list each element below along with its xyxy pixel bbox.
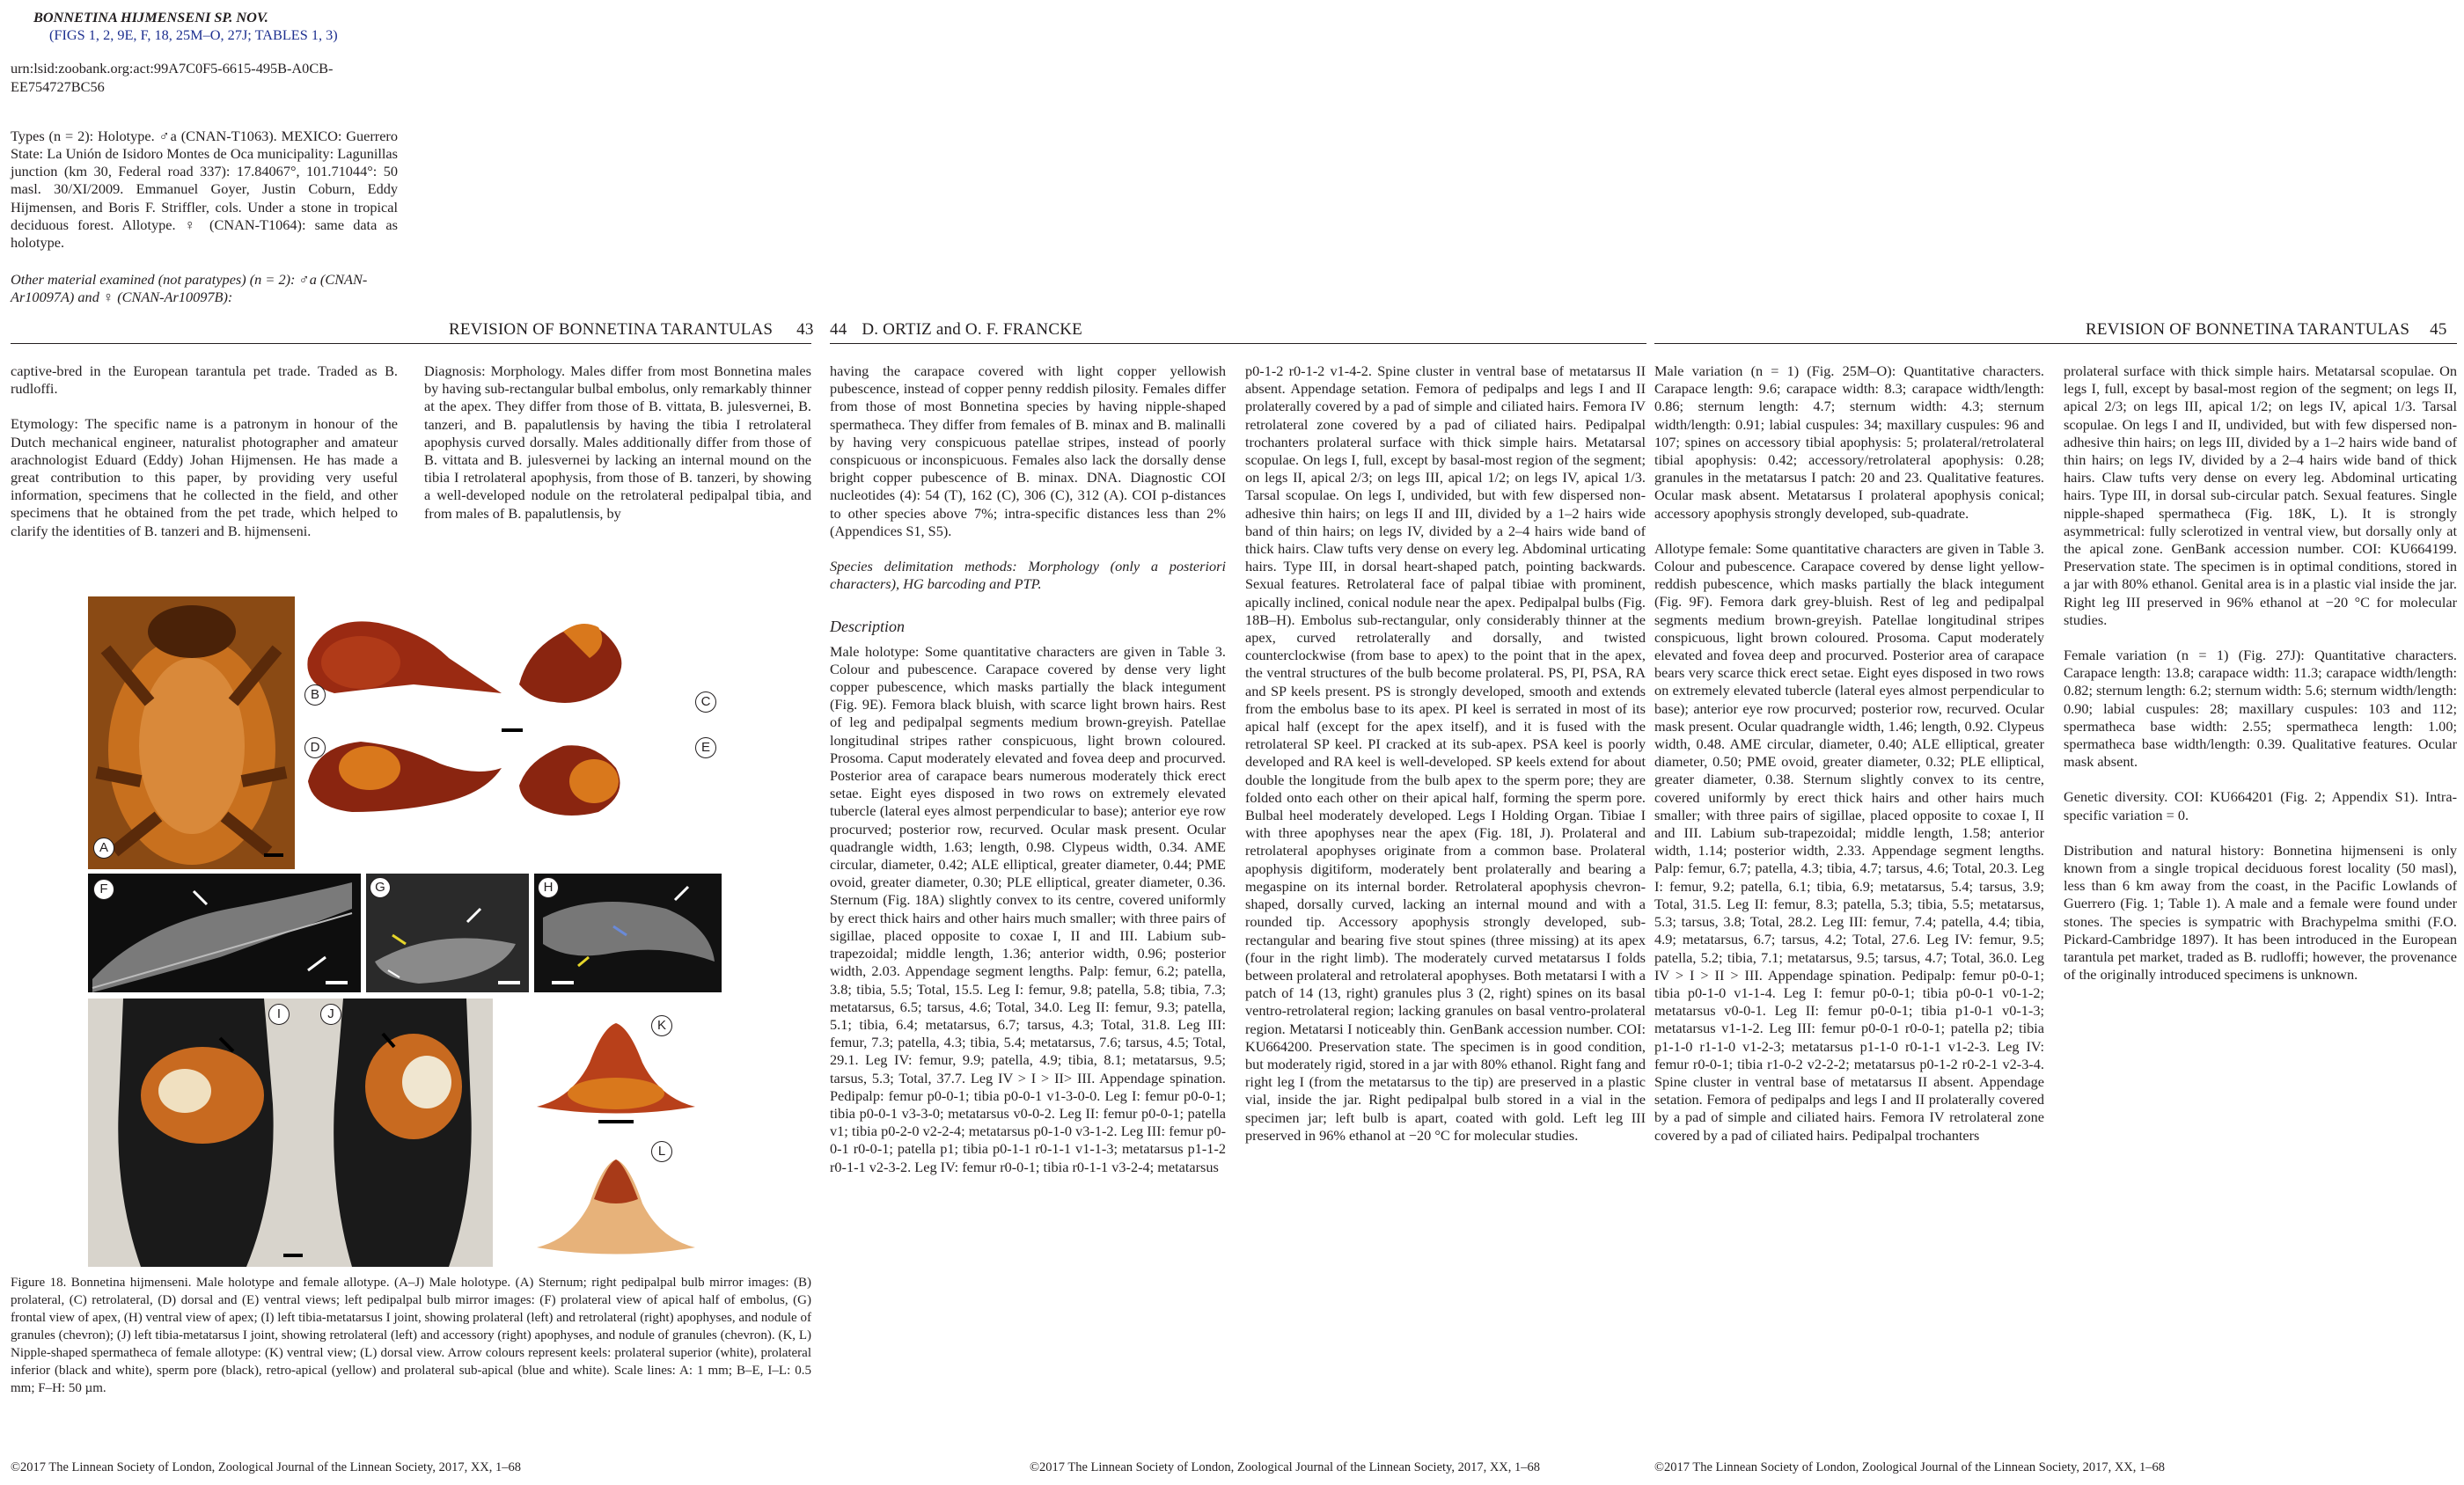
running-head-middle xyxy=(830,320,1082,340)
right-column-1 xyxy=(1654,362,2044,1145)
footer-middle: ©2017 The Linnean Society of London, Zoological Journal of the Linnean Society, 2017, XX, 1–68 xyxy=(1030,1460,1541,1474)
female-variation-paragraph: Female variation (n = 1) (Fig. 27J): Quantitative characters. Carapace length: 13.8; carapace width: 11.3; carapace width/length: 0.82; sternum length: 6.2; sternum width: 5.6; sternum width/length: 0.90; labial cuspules: 28; maxillary cuspules: 103 and 112; spermatheca base width: 2.55; spermatheca length: 1.00; spermatheca base width/length: 0.39. Qualitative features. Ocular mask absent. xyxy=(2064,647,2457,771)
scale-bar-a xyxy=(264,853,283,857)
genetic-diversity-paragraph: Genetic diversity. COI: KU664201 (Fig. 2; Appendix S1). Intra-specific variation = 0. xyxy=(2064,788,2457,823)
left-column-2 xyxy=(424,362,811,523)
figures-reference-link[interactable]: (FIGS 1, 2, 9E, F, 18, 25M–O, 27J; TABLES 1, 3) xyxy=(49,26,338,44)
panel-label-d: D xyxy=(304,737,326,758)
page-number: 43 xyxy=(796,320,814,339)
page-44 xyxy=(814,0,1654,1485)
male-variation-paragraph: Male variation (n = 1) (Fig. 25M–O): Quantitative characters. Carapace length: 9.6; carapace width: 8.3; carapace width/length: 0.86; sternum length: 4.7; sternum width: 4.3; sternum width/length: 0.91; labial cuspules: 34; maxillary cuspules: 96 and 107; spines on accessory tibial apophysis: 5; prolateral/retrolateral tibial apophysis: 0.42; accessory/retrolateral apophysis: 0.28; granules in the metatarsus I patch: 20 and 23. Qualitative features. Ocular mask absent. Metatarsus I prolateral apophysis conical; accessory apophysis strongly developed, sub-quadrate. xyxy=(1654,362,2044,522)
panel-l-spermatheca xyxy=(519,1138,722,1265)
panel-g-sem xyxy=(366,874,529,992)
zoobank-lsid: urn:lsid:zoobank.org:act:99A7C0F5-6615-495B-A0CB-EE754727BC56 xyxy=(11,60,334,95)
panel-label-l: L xyxy=(651,1141,672,1162)
footer-right: ©2017 The Linnean Society of London, Zoological Journal of the Linnean Society, 2017, XX, 1–68 xyxy=(1654,1460,2166,1474)
scale-bar-i xyxy=(283,1254,303,1257)
figure-18-caption: Figure 18. Bonnetina hijmenseni. Male holotype and female allotype. (A–J) Male holotype. (A) Sternum; right pedipalpal bulb mirror images: (B) prolateral, (C) retrolateral, (D) dorsal and (E) ventral views; left pedipalpal bulb mirror images: (F) prolateral view of apical half of embolus, (G) frontal view of apex, (H) ventral view of apex; (I) left tibia-metatarsus I joint, showing prolateral (left) and retrolateral (right) apophyses, and nodule of granules (chevron); (J) left tibia-metatarsus I joint, showing retrolateral (left) and accessory (right) apophyses, and nodule of granules (chevron). (K, L) Nipple-shaped spermatheca of female allotype: (K) ventral view; (L) dorsal view. Arrow colours represent keels: prolateral superior (white), prolateral inferior (black and white), sperm pore (black), retro-apical (yellow) and prolateral sub-apical (blue and white). Scale lines: A: 1 mm; B–E, I–L: 0.5 mm; F–H: 50 µm. xyxy=(11,1276,811,1395)
panel-label-g: G xyxy=(370,877,391,898)
distribution-paragraph: Distribution and natural history: Bonnetina hijmenseni is only known from a single tropical deciduous forest locality (50 masl), less than 6 km away from the coast, in the Pacific Lowlands of Guerrero (Fig. 1; Table 1). A male and a female were found under stones. The species is sympatric with Brachypelma smithi (F.O. Pickard-Cambridge 1897). It has been introduced in the European tarantula pet market, traded as B. rudloffi; however, the provenance of the originally introduced specimens is unknown. xyxy=(2064,841,2457,984)
running-head-title: REVISION OF BONNETINA TARANTULAS xyxy=(449,320,774,339)
page-43 xyxy=(0,0,814,1485)
panel-label-e: E xyxy=(695,737,716,758)
running-head-title: REVISION OF BONNETINA TARANTULAS xyxy=(2086,320,2410,339)
panel-label-k: K xyxy=(651,1015,672,1036)
other-material-paragraph: Other material examined (not paratypes) (n = 2): ♂a (CNAN-Ar10097A) and ♀ (CNAN-Ar10097B): xyxy=(11,271,368,306)
page-number: 44 xyxy=(830,320,847,339)
figure-18 xyxy=(88,596,722,1269)
types-paragraph: Types (n = 2): Holotype. ♂a (CNAN-T1063). MEXICO: Guerrero State: La Unión de Isidoro Montes de Oca municipality: Lagunillas junction (km 30, Federal road 337): 17.84067°, 101.71044°: 50 masl. 30/XI/2009. Emmanuel Goyer, Justin Coburn, Eddy Hijmensen, and Boris F. Striffler, cols. Under a stone in tropical deciduous forest. Allotype. ♀ (CNAN-T1064): same data as holotype. xyxy=(11,127,398,252)
male-holotype-continued-paragraph: p0-1-2 r0-1-2 v1-4-2. Spine cluster in ventral base of metatarsus II absent. Appendage setation. Femora of pedipalps and legs I and II prolaterally covered by a pad of simple and ciliated hairs. Femora IV retrolateral zone covered by a pad of ciliated hairs. Pedipalpal trochanters prolateral surface with thick simple hairs. Metatarsal scopulae. On legs I, full, except by basal-most region of the segment; on legs II, apical 2/3; on legs III, apical 1/2; on legs IV, apical 1/3. Tarsal scopulae. On legs I, undivided, but with few dispersed non-adhesive thin hairs; on legs II and III, divided by a 1–2 hairs wide band of thin hairs; on legs IV, divided by a 2–4 hairs wide band of thick hairs. Claw tufts very dense on every leg. Abdominal urticating hairs. Type III, in dorsal heart-shaped patch, pointing backwards. Sexual features. Retrolateral face of palpal tibiae with prominent, apically inclined, conical nodule near the apex. Pedipalpal bulbs (Fig. 18B–H). Embolus sub-rectangular, only considerably thinner at the apex, curved retrolaterally and dorsally, and twisted counterclockwise (from base to apex) to the point that in the apex, the ventral structures of the bulb become prolateral. PS, PI, PSA, RA and SP keels present. PS is strongly developed, smooth and extends from the embolus base to its apex. PI keel is serrated in most of its apical half (except for the apex itself), and it is fused with the retrolateral SP keel. PI cracked at its sub-apex. PSA keel is poorly developed and RA keel is well-developed. SP keels extend for about double the longitude from the bulb apex to the sperm pore; they are folded onto each other on their apical half, forming the sperm pore. Bulbal heel moderately developed. Legs I Holding Organ. Tibiae I with three apophyses near the apex (Fig. 18I, J). Prolateral and retrolateral apophyses originate from a common base. Prolateral apophysis digitiform, moderately bent prolaterally and bearing a megaspine on its internal border. Retrolateral apophysis chevron-shaped, dorsally curved, lacking an internal mound and with a rounded tip. Accessory apophysis strongly developed, sub-rectangular and bearing five stout spines (three missing) at its apex (four in the right limb). The moderately curved metatarsus I folds between prolateral and retrolateral apophyses. Both metatarsi I with a patch of 14 (13, right) granules plus 3 (2, right) spines on its basal ventro-retrolateral region; lacking granules on basal ventro-prolateral region. Metatarsi I noticeably thin. GenBank accession number. COI: KU664200. Preservation state. The specimen is in good condition, but moderately rigid, stored in a jar with 80% ethanol. Right fang and right leg I (from the metatarsus to the tip) are preserved in a plastic vial, inside the jar. Right pedipalpal bulb stored in a vial in the specimen jar; left bulb is apart, coated with gold. Left leg III preserved in 96% ethanol at −20 °C for molecular studies. xyxy=(1245,362,1646,1144)
running-head-authors: D. ORTIZ and O. F. FRANCKE xyxy=(862,320,1082,339)
female-setation-paragraph: prolateral surface with thick simple hairs. Metatarsal scopulae. On legs I, full, except by basal-most region of the segment; on legs II, apical 2/3; on legs III, apical 1/2; on legs IV, apical 1/3. Tarsal scopulae. On legs I and II, undivided, but with few dispersed non-adhesive thin hairs; on legs III, divided by a 1–2 hairs wide band of thin hairs; on legs IV, divided by a 2–4 hairs wide band of thick hairs. Claw tufts very dense on every leg. Abdominal urticating hairs. Type III, in dorsal sub-circular patch. Sexual features. Single nipple-shaped spermatheca (Fig. 18K, L). It is strongly asymmetrical: fully sclerotized in ventral view, but dorsally only at the apical zone. GenBank accession number. COI: KU664199. Preservation state. The specimen is in optimal conditions, stored in a jar with 80% ethanol. Genital area is in a plastic vial inside the jar. Right leg III preserved in 96% ethanol at −20 °C for molecular studies. xyxy=(2064,362,2457,628)
panel-f-sem xyxy=(88,874,361,992)
diagnosis-continued-paragraph: having the carapace covered with light copper yellowish pubescence, instead of copper penny reddish pilosity. Females differ from those of most Bonnetina species by having nipple-shaped spermatheca. They differ from females of B. minax and B. malinalli by having very conspicuous patellae stripes, instead of poorly conspicuous or inconspicuous. Females also lack the dorsally dense bright copper pubescence of B. minax. DNA. Diagnostic COI nucleotides (4): 54 (T), 162 (C), 306 (C), 312 (A). COI p-distances to other species above 7%; intra-specific distances less than 2% (Appendices S1, S5). xyxy=(830,362,1226,539)
header-rule xyxy=(1654,343,2457,344)
middle-column-2 xyxy=(1245,362,1646,1145)
panel-label-h: H xyxy=(538,877,559,898)
panel-j-photo xyxy=(317,999,493,1267)
etymology-paragraph: Etymology: The specific name is a patronym in honour of the Dutch mechanical engineer, naturalist photographer and amateur arachnologist Eduard (Eddy) Johan Hijmensen. He has made a great contribution to this paper, by providing very useful information, specimens that he collected in the field, and other specimens that he obtained from the pet trade, which helped to clarify the identities of B. tanzeri and B. hijmenseni. xyxy=(11,415,398,539)
left-column-1 xyxy=(11,362,398,540)
panel-label-j: J xyxy=(320,1004,341,1025)
species-title: BONNETINA HIJMENSENI SP. NOV. xyxy=(33,9,268,26)
page-number: 45 xyxy=(2430,320,2447,339)
panels-b-e-bulbs xyxy=(299,596,722,869)
footer-left: ©2017 The Linnean Society of London, Zoological Journal of the Linnean Society, 2017, XX, 1–68 xyxy=(11,1460,522,1474)
header-rule xyxy=(11,343,811,344)
right-column-2 xyxy=(2064,362,2457,984)
panel-h-sem xyxy=(534,874,722,992)
panel-label-a: A xyxy=(93,838,114,859)
traded-paragraph: captive-bred in the European tarantula pet trade. Traded as B. rudloffi. xyxy=(11,362,398,398)
male-holotype-paragraph: Male holotype: Some quantitative characters are given in Table 3. Colour and pubescence. Carapace covered by dense very light copper pubescence, which masks partially the black integument (Fig. 9E). Femora black bluish, with scarce light brown hairs. Rest of leg and pedipalpal segments medium brown-greyish. Patellae longitudinal stripes rather conspicuous, light brown coloured. Prosoma. Caput moderately elevated and fovea deep and procurved. Posterior area of carapace bears numerous moderately thick erect setae. Eight eyes disposed in two rows on extremely elevated tubercle (lateral eyes almost perpendicular to base); anterior eye row procurved; posterior row, recurved. Ocular mask present. Ocular quadrangle width, 1.63; length, 0.98. Clypeus width, 0.34. AME circular, diameter, 0.42; ALE elliptical, greater diameter, 0.44; PME ovoid, greater diameter, 0.30; PLE elliptical, greater diameter, 0.36. Sternum (Fig. 18A) slightly convex to its centre, covered uniformly by erect thick hairs and other hairs much smaller; with three pairs of sigillae, placed opposite to coxae I, II and III. Labium sub-trapezoidal; middle length, 1.36; anterior width, 0.96; posterior width, 2.03. Appendage segment lengths. Palp: femur, 6.2; patella, 3.8; tibia, 5.5; Total, 15.5. Leg I: femur, 9.8; patella, 5.8; tibia, 7.3; metatarsus, 6.5; tarsus, 4.6; Total, 34.0. Leg II: femur, 9.3; patella, 5.1; tibia, 6.4; metatarsus, 6.7; tarsus, 4.3; Total, 31.8. Leg III: femur, 7.3; patella, 4.3; tibia, 5.4; metatarsus, 7.6; tarsus, 4.5; Total, 29.1. Leg IV: femur, 9.9; patella, 4.9; tibia, 8.1; metatarsus, 9.5; tarsus, 5.3; Total, 37.7. Leg IV > I > II> III. Appendage spination. Pedipalp: femur p0-0-1; tibia p0-0-1 v1-3-0-0. Leg I: femur p0-0-1; tibia p0-0-1 v3-3-0; metatarsus v0-0-2. Leg II: femur p0-0-1; patella v1; tibia p0-2-0 v2-2-4; metatarsus p0-1-0 v3-1-2. Leg III: femur p0-0-1 r0-0-1; patella p1; tibia p0-1-1 r0-1-1 v1-1-3; metatarsus p1-1-2 r0-1-1 v2-3-2. Leg IV: femur r0-0-1; tibia r0-1-1 v3-2-4; metatarsus xyxy=(830,642,1226,1175)
panel-k-spermatheca xyxy=(519,1010,722,1124)
middle-column-1 xyxy=(830,362,1226,1176)
description-heading: Description xyxy=(830,618,905,636)
species-delimitation-paragraph: Species delimitation methods: Morphology (only a posteriori characters), HG barcoding and PTP. xyxy=(830,558,1226,593)
header-rule xyxy=(830,343,1646,344)
panel-i-photo xyxy=(88,999,317,1267)
allotype-female-paragraph: Allotype female: Some quantitative characters are given in Table 3. Colour and pubescence. Carapace covered by dense light yellow-reddish pubescence, which masks partially the black integument (Fig. 9F). Femora dark grey-bluish. Rest of leg and pedipalpal segments medium brown-greyish. Patellae longitudinal stripes conspicuous, light brown coloured. Prosoma. Caput moderately elevated and fovea deep and procurved. Posterior area of carapace bears very scarce thick erect setae. Eight eyes disposed in two rows on extremely elevated tubercle (lateral eyes almost perpendicular to base); anterior eye row procurved; posterior row, recurved. Ocular mask present. Ocular quadrangle width, 1.46; length, 0.92. Clypeus width, 0.48. AME circular, diameter, 0.40; ALE elliptical, greater diameter, 0.50; PME ovoid, greater diameter, 0.32; PLE elliptical, greater diameter, 0.38. Sternum slightly convex to its centre, covered uniformly by erect thick hairs and other hairs much smaller; with three pairs of sigillae, placed opposite to coxae I, II and III. Labium sub-trapezoidal; middle length, 1.58; anterior width, 1.14; posterior width, 2.33. Appendage segment lengths. Palp: femur, 6.7; patella, 4.3; tibia, 4.7; tarsus, 4.6; Total, 20.3. Leg I: femur, 9.2; patella, 6.1; tibia, 6.9; metatarsus, 5.4; tarsus, 3.9; Total, 31.5. Leg II: femur, 8.3; patella, 5.3; tibia, 5.5; metatarsus, 5.3; tarsus, 3.8; Total, 28.2. Leg III: femur, 7.4; patella, 4.4; tibia, 4.9; metatarsus, 6.7; tarsus, 4.2; Total, 27.6. Leg IV: femur, 9.5; patella, 5.2; tibia, 7.1; metatarsus, 9.5; tarsus, 4.7; Total, 36.0. Leg IV > I > II > III. Appendage spination. Pedipalp: femur p0-0-1; tibia p0-1-0 v1-1-4. Leg I: femur p0-0-1; tibia p0-0-1 v0-1-2; metatarsus v0-0-1. Leg II: femur p0-0-1; tibia p1-0-1 v0-1-3; metatarsus v1-1-2. Leg III: femur p0-0-1 r0-0-1; patella p2; tibia p1-1-0 r1-1-0 v1-2-3; metatarsus p1-1-0 r0-1-1 v1-2-3. Leg IV: femur r0-0-1; tibia r1-0-2 v2-2-2; metatarsus p0-1-2 r0-2-1 v2-3-4. Spine cluster in ventral base of metatarsus II absent. Appendage setation. Femora of pedipalps and legs I and II prolaterally covered by a pad of simple and ciliated hairs. Femora IV retrolateral zone covered by a pad of ciliated hairs. Pedipalpal trochanters xyxy=(1654,539,2044,1144)
running-head-left xyxy=(449,320,814,340)
panel-label-c: C xyxy=(695,691,716,713)
panel-a-sternum-photo xyxy=(88,596,295,869)
panel-label-f: F xyxy=(93,879,114,900)
running-head-right xyxy=(2086,320,2447,340)
species-header-block xyxy=(11,9,398,307)
panel-label-b: B xyxy=(304,684,326,706)
diagnosis-paragraph: Diagnosis: Morphology. Males differ from most Bonnetina males by having sub-rectangular bulbal embolus, only remarkably thinner at the apex. They differ from those of B. vittata, B. julesvernei, B. tanzeri, and B. papalutlensis by having the tibia I retrolateral apophysis curved dorsally. Males additionally differ from those of B. vittata and B. julesvernei by lacking an internal mound on the tibia I retrolateral apophysis, from those of B. tanzeri, by showing a well-developed nodule on the retrolateral pedipalpal tibia, and from males of B. papalutlensis, by xyxy=(424,362,811,522)
page-45 xyxy=(1654,0,2464,1485)
panel-label-i: I xyxy=(268,1004,290,1025)
